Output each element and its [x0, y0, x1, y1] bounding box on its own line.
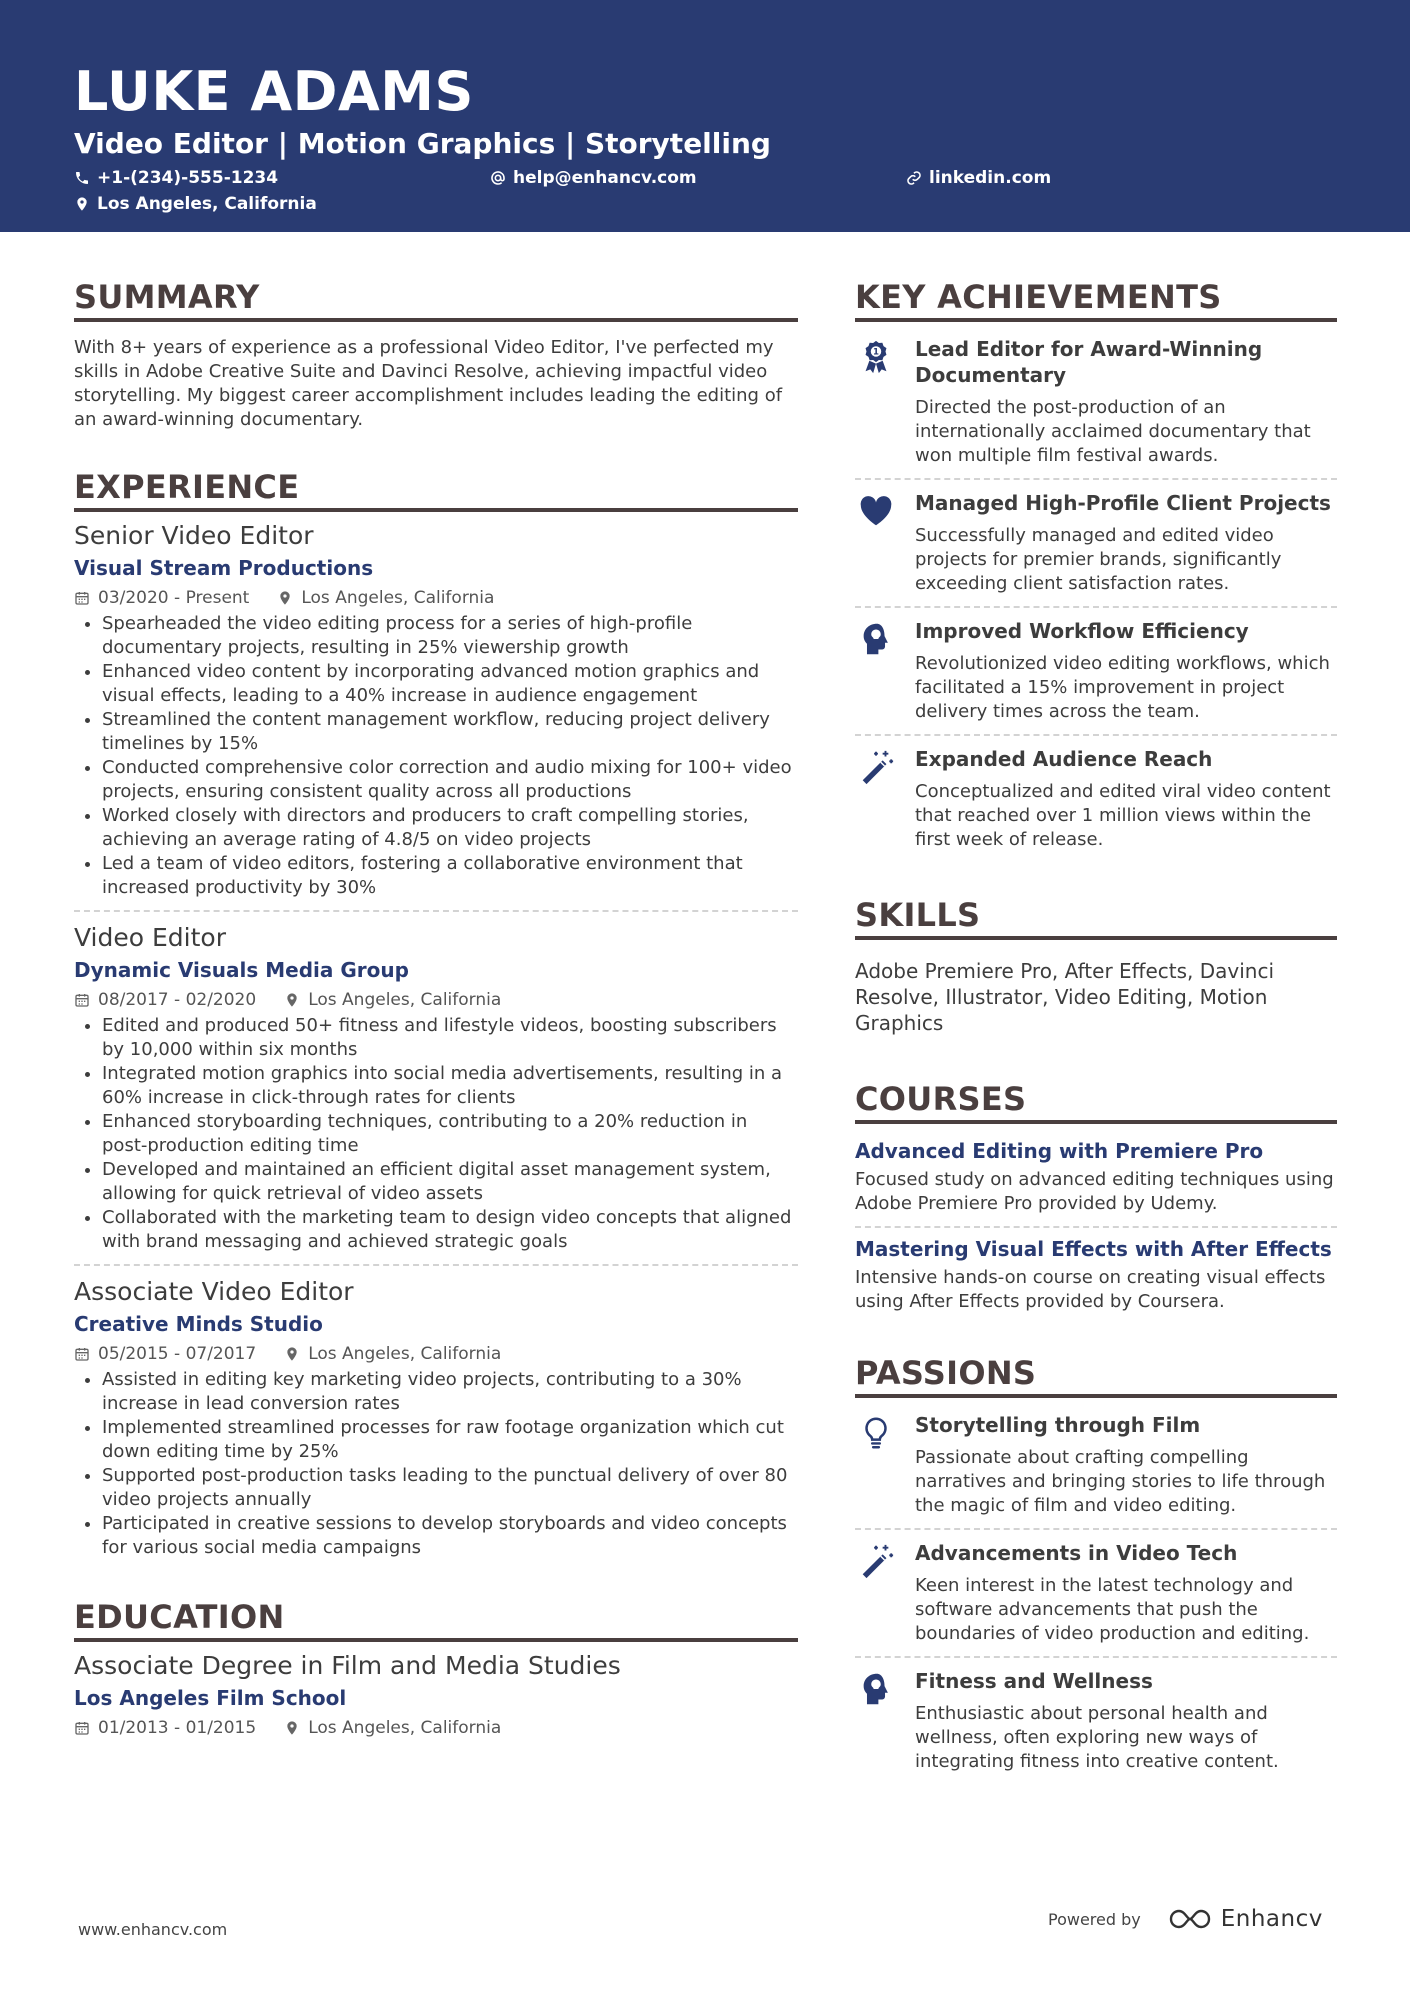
education-location: [284, 1716, 501, 1740]
passions-section: [855, 1354, 1337, 1784]
right-column: [855, 278, 1337, 1784]
achievement-item: [855, 326, 1337, 480]
job-location: [277, 586, 494, 610]
candidate-name: LUKE ADAMS: [74, 60, 474, 123]
course-title: Mastering Visual Effects with After Effects: [855, 1237, 1332, 1261]
calendar-icon: [74, 1346, 90, 1362]
job-location-text: Los Angeles, California: [308, 990, 502, 1010]
job-dates-text: 05/2015 - 07/2017: [98, 1344, 257, 1364]
passion-desc: Passionate about crafting compelling narratives and bringing stories to life through the magic of film and video editing.: [915, 1447, 1326, 1516]
phone-contact[interactable]: [74, 168, 278, 188]
skills-list: Adobe Premiere Pro, After Effects, Davinci Resolve, Illustrator, Video Editing, Motion Graphics: [855, 959, 1275, 1035]
job-entry: [74, 1264, 798, 1570]
summary-section: [74, 278, 798, 432]
course-title: Advanced Editing with Premiere Pro: [855, 1139, 1264, 1163]
map-pin-icon: [284, 1720, 300, 1736]
section-title-experience: EXPERIENCE: [74, 468, 798, 512]
job-bullets: [74, 1368, 798, 1560]
job-dates: [74, 988, 256, 1012]
svg-text:1: 1: [873, 347, 879, 358]
calendar-icon: [74, 1720, 90, 1736]
job-bullets: [74, 1014, 798, 1254]
headline: Video Editor | Motion Graphics | Storytelling: [74, 127, 771, 160]
job-location-text: Los Angeles, California: [308, 1344, 502, 1364]
job-title: Senior Video Editor: [74, 521, 314, 550]
achievement-item: [855, 736, 1337, 862]
achievement-item: [855, 608, 1337, 736]
passion-title: Advancements in Video Tech: [915, 1541, 1238, 1565]
achievement-desc: Successfully managed and edited video projects for premier brands, significantly exceeding client satisfaction rates.: [915, 525, 1282, 594]
linkedin-contact[interactable]: [906, 168, 1051, 188]
job-meta: [74, 586, 798, 610]
company-name: Creative Minds Studio: [74, 1312, 323, 1336]
bullet-item: • Led a team of video editors, fostering a collaborative environment that increased productivity by 30%: [102, 852, 798, 900]
bullet-item: • Supported post-production tasks leading to the punctual delivery of over 80 video projects annually: [102, 1464, 798, 1512]
passion-title: Fitness and Wellness: [915, 1669, 1153, 1693]
left-column: [74, 278, 798, 1740]
email-contact[interactable]: [490, 168, 697, 188]
lightbulb-icon: [857, 1414, 895, 1452]
company-name: Dynamic Visuals Media Group: [74, 958, 409, 982]
map-pin-icon: [277, 590, 293, 606]
course-item: [855, 1130, 1337, 1226]
job-dates-text: 03/2020 - Present: [98, 588, 250, 608]
job-entry: [74, 520, 798, 910]
bullet-item: • Streamlined the content management workflow, reducing project delivery timelines by 15%: [102, 708, 798, 756]
section-title-courses: COURSES: [855, 1080, 1337, 1124]
bullet-item: • Spearheaded the video editing process for a series of high-profile documentary projects, resulting in 25% viewership growth: [102, 612, 798, 660]
phone-number: +1-(234)-555-1234: [97, 168, 279, 188]
brand-name: Enhancv: [1220, 1906, 1323, 1932]
course-desc: Intensive hands-on course on creating visual effects using After Effects provided by Coursera.: [855, 1267, 1326, 1312]
footer-website[interactable]: www.enhancv.com: [78, 1920, 228, 1939]
job-title: Video Editor: [74, 923, 226, 952]
experience-section: [74, 468, 798, 1570]
head-brain-icon: [857, 1670, 895, 1708]
job-dates: [74, 586, 249, 610]
degree-title: Associate Degree in Film and Media Studies: [74, 1651, 621, 1680]
passion-item: [855, 1402, 1337, 1530]
location-text: Los Angeles, California: [97, 194, 317, 214]
company-name: Visual Stream Productions: [74, 556, 374, 580]
education-section: [74, 1598, 798, 1740]
magic-wand-icon: [857, 1542, 895, 1580]
passion-title: Storytelling through Film: [915, 1413, 1201, 1437]
resume-header: [0, 0, 1410, 232]
education-meta: [74, 1716, 798, 1740]
achievement-desc: Conceptualized and edited viral video content that reached over 1 million views within the first week of release.: [915, 781, 1331, 850]
at-sign-icon: [490, 170, 506, 186]
achievement-desc: Revolutionized video editing workflows, which facilitated a 15% improvement in project delivery times across the team.: [915, 653, 1330, 722]
achievement-title: Improved Workflow Efficiency: [915, 619, 1249, 643]
job-location: [284, 988, 501, 1012]
powered-by-label: Powered by: [1048, 1909, 1141, 1929]
contact-info: [74, 168, 1410, 224]
job-dates-text: 08/2017 - 02/2020: [98, 990, 257, 1010]
course-desc: Focused study on advanced editing techniques using Adobe Premiere Pro provided by Udemy.: [855, 1169, 1334, 1214]
job-bullets: [74, 612, 798, 900]
phone-icon: [74, 170, 90, 186]
enhancv-logo-icon: [1167, 1907, 1213, 1931]
bullet-item: • Participated in creative sessions to develop storyboards and video concepts for various social media campaigns: [102, 1512, 798, 1560]
calendar-icon: [74, 992, 90, 1008]
bullet-item: • Worked closely with directors and producers to craft compelling stories, achieving an average rating of 4.8/5 on video projects: [102, 804, 798, 852]
course-item: [855, 1226, 1337, 1324]
award-ribbon-icon: [857, 338, 895, 376]
bullet-item: • Conducted comprehensive color correction and audio mixing for 100+ video projects, ensuring consistent quality across all productions: [102, 756, 798, 804]
courses-section: [855, 1080, 1337, 1324]
bullet-item: • Integrated motion graphics into social media advertisements, resulting in a 60% increase in click-through rates for clients: [102, 1062, 798, 1110]
section-title-passions: PASSIONS: [855, 1354, 1337, 1398]
achievements-section: [855, 278, 1337, 862]
head-brain-icon: [857, 620, 895, 658]
passion-desc: Enthusiastic about personal health and wellness, often exploring new ways of integrating fitness into creative content.: [915, 1703, 1279, 1772]
section-title-skills: SKILLS: [855, 896, 1337, 940]
bullet-item: • Enhanced storyboarding techniques, contributing to a 20% reduction in post-production editing time: [102, 1110, 798, 1158]
education-dates-text: 01/2013 - 01/2015: [98, 1718, 257, 1738]
bullet-item: • Developed and maintained an efficient digital asset management system, allowing for quick retrieval of video assets: [102, 1158, 798, 1206]
achievement-title: Managed High-Profile Client Projects: [915, 491, 1331, 515]
link-icon: [906, 170, 922, 186]
magic-wand-icon: [857, 748, 895, 786]
section-title-achievements: KEY ACHIEVEMENTS: [855, 278, 1337, 322]
footer-branding: [1048, 1906, 1323, 1932]
bullet-item: • Assisted in editing key marketing video projects, contributing to a 30% increase in lead conversion rates: [102, 1368, 798, 1416]
passion-desc: Keen interest in the latest technology and software advancements that push the boundaries of video production and editing.: [915, 1575, 1310, 1644]
education-location-text: Los Angeles, California: [308, 1718, 502, 1738]
job-entry: [74, 910, 798, 1264]
brand-logo[interactable]: [1167, 1906, 1323, 1932]
bullet-item: • Collaborated with the marketing team to design video concepts that aligned with brand messaging and achieved strategic goals: [102, 1206, 798, 1254]
job-title: Associate Video Editor: [74, 1277, 354, 1306]
school-name: Los Angeles Film School: [74, 1686, 347, 1710]
map-pin-icon: [284, 992, 300, 1008]
passion-item: [855, 1658, 1337, 1784]
achievement-desc: Directed the post-production of an internationally acclaimed documentary that won multiple film festival awards.: [915, 397, 1311, 466]
email-address: help@enhancv.com: [513, 168, 697, 188]
calendar-icon: [74, 590, 90, 606]
map-pin-icon: [74, 196, 90, 212]
job-meta: [74, 1342, 798, 1366]
job-location-text: Los Angeles, California: [301, 588, 495, 608]
job-meta: [74, 988, 798, 1012]
location-contact: [74, 194, 317, 214]
passion-item: [855, 1530, 1337, 1658]
education-dates: [74, 1716, 256, 1740]
job-dates: [74, 1342, 256, 1366]
section-title-summary: SUMMARY: [74, 278, 798, 322]
bullet-item: • Edited and produced 50+ fitness and lifestyle videos, boosting subscribers by 10,000 within six months: [102, 1014, 798, 1062]
skills-section: [855, 896, 1337, 1036]
section-title-education: EDUCATION: [74, 1598, 798, 1642]
achievement-title: Expanded Audience Reach: [915, 747, 1213, 771]
achievement-item: [855, 480, 1337, 608]
bullet-item: • Enhanced video content by incorporating advanced motion graphics and visual effects, leading to a 40% increase in audience engagement: [102, 660, 798, 708]
achievement-title: Lead Editor for Award-Winning Documentary: [915, 337, 1263, 387]
summary-text: With 8+ years of experience as a professional Video Editor, I've perfected my skills in Adobe Creative Suite and Davinci Resolve, achieving impactful video storytelling. My biggest career accomplishment includes leading the editing of an award-winning documentary.: [74, 337, 783, 430]
map-pin-icon: [284, 1346, 300, 1362]
job-location: [284, 1342, 501, 1366]
bullet-item: • Implemented streamlined processes for raw footage organization which cut down editing time by 25%: [102, 1416, 798, 1464]
heart-icon: [857, 492, 895, 530]
linkedin-url: linkedin.com: [929, 168, 1052, 188]
